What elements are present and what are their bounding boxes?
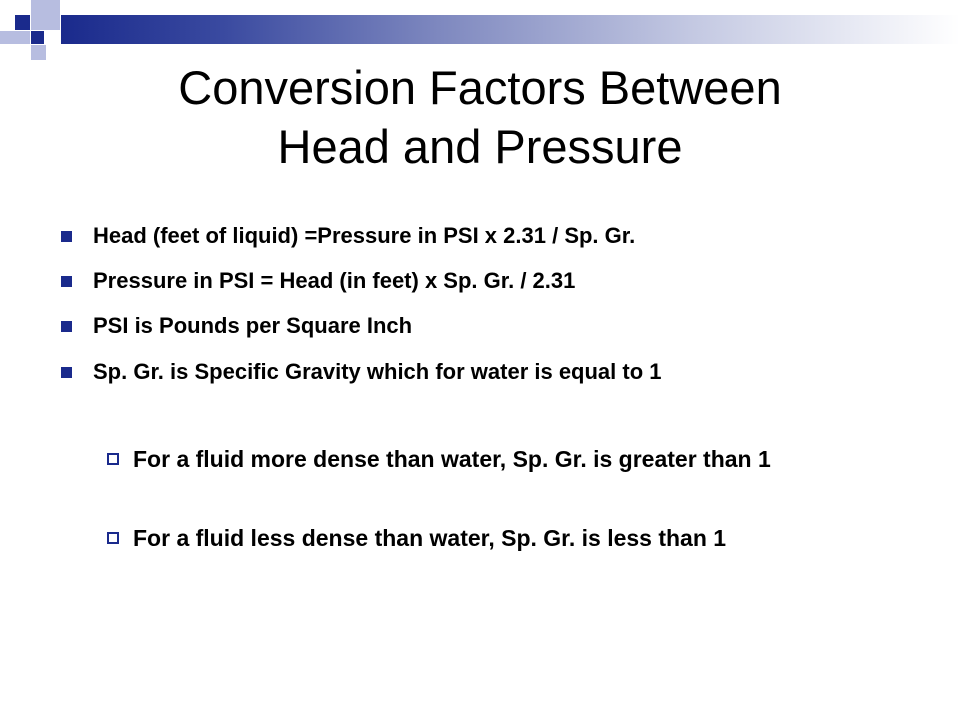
- square-bullet-icon: [61, 276, 72, 287]
- bullet-text: Sp. Gr. is Specific Gravity which for water is equal to 1: [93, 359, 662, 384]
- square-bullet-icon: [61, 367, 72, 378]
- corner-square-dark: [31, 31, 44, 44]
- bullet-text: Head (feet of liquid) =Pressure in PSI x 2.31 / Sp. Gr.: [93, 223, 636, 248]
- corner-square-dark: [15, 15, 30, 30]
- hollow-square-bullet-icon: [107, 453, 119, 465]
- corner-square-light: [31, 0, 60, 30]
- square-bullet-icon: [61, 231, 72, 242]
- bullet-text: PSI is Pounds per Square Inch: [93, 313, 413, 338]
- corner-square-light: [0, 31, 30, 44]
- sub-bullet-text: For a fluid more dense than water, Sp. Gr. is greater than 1: [133, 446, 771, 472]
- header-gradient-bar: [61, 15, 960, 44]
- hollow-square-bullet-icon: [107, 532, 119, 544]
- title-line-1: Conversion Factors Between: [178, 61, 782, 114]
- title-line-2: Head and Pressure: [277, 120, 683, 173]
- sub-bullet-text: For a fluid less dense than water, Sp. Gr. is less than 1: [133, 525, 727, 551]
- slide-title: [0, 58, 960, 176]
- bullet-text: Pressure in PSI = Head (in feet) x Sp. Gr. / 2.31: [93, 268, 576, 293]
- square-bullet-icon: [61, 321, 72, 332]
